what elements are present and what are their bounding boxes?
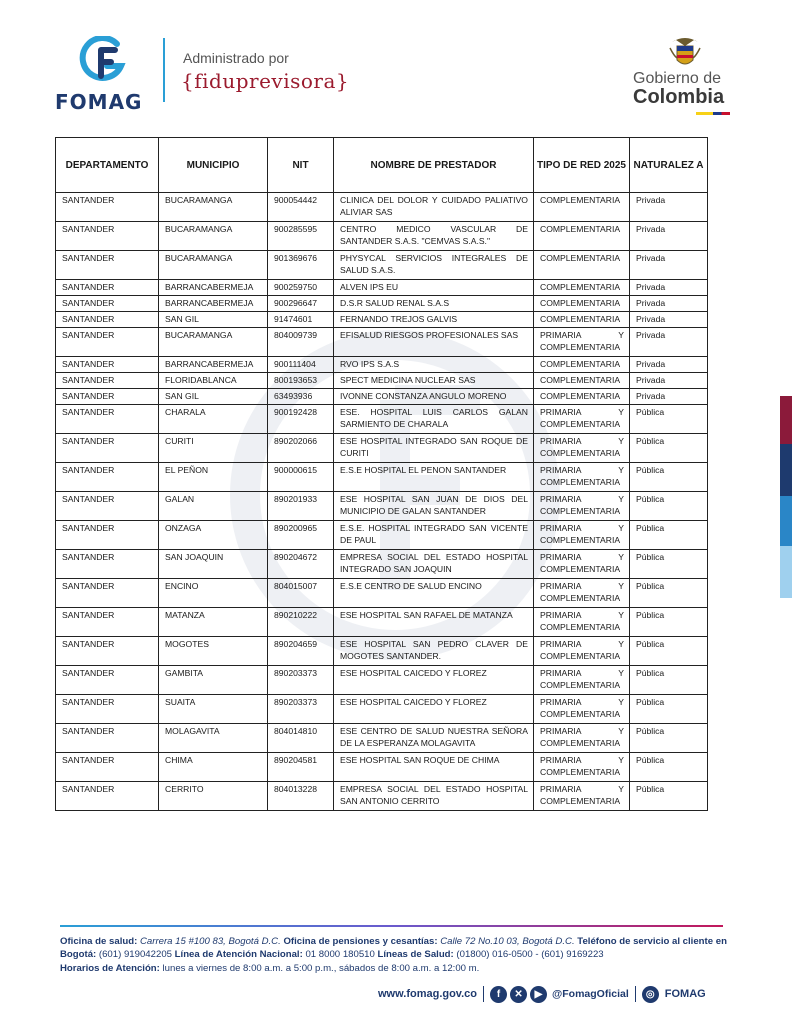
footer-contact-info <box>60 935 730 975</box>
cell-nit: 900285595 <box>268 222 334 251</box>
cell-tipo-red: PRIMARIA Y COMPLEMENTARIA <box>534 434 630 463</box>
table-row <box>56 608 708 637</box>
cell-naturaleza: Privada <box>630 312 708 328</box>
oficina-pensiones-label: Oficina de pensiones y cesantías: <box>283 936 438 947</box>
side-tab-navy <box>780 444 792 496</box>
side-tab-maroon <box>780 396 792 444</box>
table-row <box>56 296 708 312</box>
oficina-salud-label: Oficina de salud: <box>60 936 138 947</box>
fiduprevisora-logo: {fiduprevisora} <box>181 69 350 93</box>
cell-naturaleza: Privada <box>630 251 708 280</box>
cell-nombre: PHYSYCAL SERVICIOS INTEGRALES DE SALUD S.A.S. <box>334 251 534 280</box>
cell-tipo-red: PRIMARIA Y COMPLEMENTARIA <box>534 492 630 521</box>
table-row <box>56 280 708 296</box>
cell-nit: 900054442 <box>268 193 334 222</box>
website-link[interactable]: www.fomag.gov.co <box>378 988 478 1000</box>
table-row <box>56 492 708 521</box>
cell-tipo-red: PRIMARIA Y COMPLEMENTARIA <box>534 782 630 811</box>
cell-naturaleza: Privada <box>630 373 708 389</box>
cell-nit: 890203373 <box>268 695 334 724</box>
colombia-label: Colombia <box>633 86 725 108</box>
cell-municipio: CHIMA <box>159 753 268 782</box>
table-row <box>56 724 708 753</box>
table-row <box>56 782 708 811</box>
cell-departamento: SANTANDER <box>56 579 159 608</box>
header-divider <box>163 38 165 102</box>
cell-tipo-red: PRIMARIA Y COMPLEMENTARIA <box>534 608 630 637</box>
youtube-icon[interactable]: ▶ <box>530 986 547 1003</box>
cell-naturaleza: Pública <box>630 579 708 608</box>
cell-departamento: SANTANDER <box>56 550 159 579</box>
cell-departamento: SANTANDER <box>56 405 159 434</box>
cell-tipo-red: COMPLEMENTARIA <box>534 296 630 312</box>
cell-nombre: E.S.E. HOSPITAL INTEGRADO SAN VICENTE DE PAUL <box>334 521 534 550</box>
cell-municipio: BUCARAMANGA <box>159 251 268 280</box>
gobierno-label: Gobierno de <box>633 70 722 87</box>
cell-nit: 900111404 <box>268 357 334 373</box>
linea-nacional-label: Línea de Atención Nacional: <box>174 949 303 961</box>
cell-nit: 890202066 <box>268 434 334 463</box>
cell-tipo-red: COMPLEMENTARIA <box>534 222 630 251</box>
cell-nit: 890204581 <box>268 753 334 782</box>
cell-nombre: ESE. HOSPITAL LUIS CARLOS GALAN SARMIENTO DE CHARALA <box>334 405 534 434</box>
cell-municipio: BARRANCABERMEJA <box>159 280 268 296</box>
cell-nit: 890210222 <box>268 608 334 637</box>
cell-municipio: CERRITO <box>159 782 268 811</box>
cell-municipio: BUCARAMANGA <box>159 222 268 251</box>
table-row <box>56 373 708 389</box>
coat-of-arms-icon <box>668 34 702 70</box>
cell-departamento: SANTANDER <box>56 753 159 782</box>
cell-departamento: SANTANDER <box>56 695 159 724</box>
header-tipo-red: TIPO DE RED 2025 <box>534 138 630 193</box>
cell-tipo-red: COMPLEMENTARIA <box>534 357 630 373</box>
footer-separator <box>635 986 636 1002</box>
table-body <box>56 193 708 811</box>
cell-nit: 804015007 <box>268 579 334 608</box>
cell-nit: 890203373 <box>268 666 334 695</box>
cell-naturaleza: Pública <box>630 724 708 753</box>
cell-municipio: ENCINO <box>159 579 268 608</box>
cell-nit: 804014810 <box>268 724 334 753</box>
cell-naturaleza: Pública <box>630 434 708 463</box>
cell-departamento: SANTANDER <box>56 389 159 405</box>
cell-naturaleza: Pública <box>630 463 708 492</box>
cell-nombre: E.S.E HOSPITAL EL PENON SANTANDER <box>334 463 534 492</box>
cell-tipo-red: COMPLEMENTARIA <box>534 280 630 296</box>
cell-naturaleza: Pública <box>630 637 708 666</box>
fomag-logo-text: FOMAG <box>55 90 143 114</box>
gobierno-colombia-logo <box>633 34 743 116</box>
cell-municipio: BARRANCABERMEJA <box>159 296 268 312</box>
cell-naturaleza: Privada <box>630 280 708 296</box>
cell-naturaleza: Pública <box>630 782 708 811</box>
cell-naturaleza: Privada <box>630 222 708 251</box>
cell-departamento: SANTANDER <box>56 328 159 357</box>
cell-departamento: SANTANDER <box>56 193 159 222</box>
cell-nit: 890204672 <box>268 550 334 579</box>
linea-nacional-value: 01 8000 180510 <box>305 949 375 961</box>
cell-municipio: CHARALA <box>159 405 268 434</box>
cell-municipio: SAN JOAQUIN <box>159 550 268 579</box>
header-departamento: DEPARTAMENTO <box>56 138 159 193</box>
cell-tipo-red: COMPLEMENTARIA <box>534 389 630 405</box>
cell-municipio: MOGOTES <box>159 637 268 666</box>
cell-nombre: ESE HOSPITAL SAN PEDRO CLAVER DE MOGOTES SANTANDER. <box>334 637 534 666</box>
cell-nit: 804013228 <box>268 782 334 811</box>
cell-tipo-red: COMPLEMENTARIA <box>534 251 630 280</box>
cell-naturaleza: Pública <box>630 521 708 550</box>
cell-nombre: ESE HOSPITAL INTEGRADO SAN ROQUE DE CURITI <box>334 434 534 463</box>
cell-naturaleza: Privada <box>630 328 708 357</box>
fomag-logo <box>55 36 150 116</box>
table-header-row <box>56 138 708 193</box>
cell-municipio: SUAITA <box>159 695 268 724</box>
cell-nit: 901369676 <box>268 251 334 280</box>
cell-nombre: IVONNE CONSTANZA ANGULO MORENO <box>334 389 534 405</box>
cell-nombre: E.S.E CENTRO DE SALUD ENCINO <box>334 579 534 608</box>
cell-departamento: SANTANDER <box>56 280 159 296</box>
cell-departamento: SANTANDER <box>56 251 159 280</box>
cell-nit: 890201933 <box>268 492 334 521</box>
cell-tipo-red: PRIMARIA Y COMPLEMENTARIA <box>534 695 630 724</box>
cell-departamento: SANTANDER <box>56 296 159 312</box>
x-icon[interactable]: ✕ <box>510 986 527 1003</box>
cell-nombre: RVO IPS S.A.S <box>334 357 534 373</box>
cell-naturaleza: Pública <box>630 492 708 521</box>
social-handle[interactable]: @FomagOficial <box>552 988 629 1000</box>
cell-municipio: GAMBITA <box>159 666 268 695</box>
providers-table <box>55 137 708 811</box>
cell-nit: 900000615 <box>268 463 334 492</box>
cell-nombre: ESE HOSPITAL SAN ROQUE DE CHIMA <box>334 753 534 782</box>
cell-municipio: FLORIDABLANCA <box>159 373 268 389</box>
cell-departamento: SANTANDER <box>56 222 159 251</box>
cell-tipo-red: PRIMARIA Y COMPLEMENTARIA <box>534 328 630 357</box>
cell-tipo-red: PRIMARIA Y COMPLEMENTARIA <box>534 666 630 695</box>
cell-departamento: SANTANDER <box>56 782 159 811</box>
table-row <box>56 389 708 405</box>
cell-nombre: FERNANDO TREJOS GALVIS <box>334 312 534 328</box>
cell-nombre: ESE HOSPITAL CAICEDO Y FLOREZ <box>334 666 534 695</box>
cell-departamento: SANTANDER <box>56 357 159 373</box>
cell-tipo-red: PRIMARIA Y COMPLEMENTARIA <box>534 637 630 666</box>
cell-tipo-red: PRIMARIA Y COMPLEMENTARIA <box>534 550 630 579</box>
cell-departamento: SANTANDER <box>56 312 159 328</box>
cell-naturaleza: Pública <box>630 753 708 782</box>
cell-naturaleza: Privada <box>630 193 708 222</box>
cell-municipio: SAN GIL <box>159 312 268 328</box>
cell-nombre: ALVEN IPS EU <box>334 280 534 296</box>
cell-municipio: EL PEÑON <box>159 463 268 492</box>
table-row <box>56 312 708 328</box>
table-row <box>56 357 708 373</box>
table-row <box>56 579 708 608</box>
side-tab-light <box>780 546 792 598</box>
table-row <box>56 521 708 550</box>
telefono-label: Teléfono de servicio al cliente en Bogotá: <box>60 936 727 961</box>
footer-divider <box>60 925 723 927</box>
flag-stripe <box>696 112 730 115</box>
table-row <box>56 405 708 434</box>
cell-nit: 91474601 <box>268 312 334 328</box>
oficina-salud-value: Carrera 15 #100 83, Bogotá D.C. <box>139 936 281 947</box>
cell-naturaleza: Pública <box>630 666 708 695</box>
cell-nombre: SPECT MEDICINA NUCLEAR SAS <box>334 373 534 389</box>
cell-municipio: ONZAGA <box>159 521 268 550</box>
cell-departamento: SANTANDER <box>56 637 159 666</box>
cell-departamento: SANTANDER <box>56 492 159 521</box>
cell-departamento: SANTANDER <box>56 463 159 492</box>
cell-naturaleza: Privada <box>630 296 708 312</box>
cell-municipio: BUCARAMANGA <box>159 328 268 357</box>
header-nombre: NOMBRE DE PRESTADOR <box>334 138 534 193</box>
table-row <box>56 753 708 782</box>
cell-municipio: MATANZA <box>159 608 268 637</box>
administered-by-label: Administrado por <box>183 50 289 66</box>
table-row <box>56 463 708 492</box>
cell-naturaleza: Pública <box>630 405 708 434</box>
cell-nit: 804009739 <box>268 328 334 357</box>
cell-nombre: CENTRO MEDICO VASCULAR DE SANTANDER S.A.S. "CEMVAS S.A.S." <box>334 222 534 251</box>
cell-nit: 63493936 <box>268 389 334 405</box>
page-header <box>0 30 792 120</box>
cell-departamento: SANTANDER <box>56 724 159 753</box>
cell-municipio: BARRANCABERMEJA <box>159 357 268 373</box>
cell-departamento: SANTANDER <box>56 666 159 695</box>
footer-separator <box>483 986 484 1002</box>
cell-nit: 890204659 <box>268 637 334 666</box>
footer-brand: FOMAG <box>664 988 706 1000</box>
table-row <box>56 193 708 222</box>
cell-nit: 900296647 <box>268 296 334 312</box>
cell-municipio: BUCARAMANGA <box>159 193 268 222</box>
cell-naturaleza: Privada <box>630 389 708 405</box>
cell-tipo-red: PRIMARIA Y COMPLEMENTARIA <box>534 753 630 782</box>
fomag-logo-icon <box>77 36 127 84</box>
cell-nit: 900259750 <box>268 280 334 296</box>
cell-tipo-red: PRIMARIA Y COMPLEMENTARIA <box>534 405 630 434</box>
header-municipio: MUNICIPIO <box>159 138 268 193</box>
cell-naturaleza: Pública <box>630 608 708 637</box>
table-row <box>56 637 708 666</box>
cell-nombre: EMPRESA SOCIAL DEL ESTADO HOSPITAL SAN ANTONIO CERRITO <box>334 782 534 811</box>
cell-tipo-red: COMPLEMENTARIA <box>534 193 630 222</box>
table-row <box>56 550 708 579</box>
side-tab-blue <box>780 496 792 546</box>
cell-tipo-red: COMPLEMENTARIA <box>534 373 630 389</box>
cell-municipio: GALAN <box>159 492 268 521</box>
cell-departamento: SANTANDER <box>56 373 159 389</box>
lineas-salud-label: Líneas de Salud: <box>377 949 454 961</box>
telefono-value: (601) 919042205 <box>98 949 172 961</box>
cell-tipo-red: COMPLEMENTARIA <box>534 312 630 328</box>
cell-nombre: EFISALUD RIESGOS PROFESIONALES SAS <box>334 328 534 357</box>
table-row <box>56 328 708 357</box>
cell-departamento: SANTANDER <box>56 608 159 637</box>
cell-nombre: D.S.R SALUD RENAL S.A.S <box>334 296 534 312</box>
cell-nombre: ESE HOSPITAL CAICEDO Y FLOREZ <box>334 695 534 724</box>
header-naturaleza: NATURALEZ A <box>630 138 708 193</box>
table-row <box>56 251 708 280</box>
cell-nombre: EMPRESA SOCIAL DEL ESTADO HOSPITAL INTEGRADO SAN JOAQUIN <box>334 550 534 579</box>
cell-tipo-red: PRIMARIA Y COMPLEMENTARIA <box>534 724 630 753</box>
footer-social-bar <box>378 983 706 1005</box>
cell-nombre: CLINICA DEL DOLOR Y CUIDADO PALIATIVO ALIVIAR SAS <box>334 193 534 222</box>
horarios-value: lunes a viernes de 8:00 a.m. a 5:00 p.m., sábados de 8:00 a.m. a 12:00 m. <box>162 962 480 974</box>
cell-municipio: SAN GIL <box>159 389 268 405</box>
instagram-icon[interactable]: ◎ <box>642 986 659 1003</box>
header-nit: NIT <box>268 138 334 193</box>
cell-naturaleza: Pública <box>630 550 708 579</box>
cell-nit: 800193653 <box>268 373 334 389</box>
cell-nit: 900192428 <box>268 405 334 434</box>
cell-municipio: CURITI <box>159 434 268 463</box>
table-row <box>56 695 708 724</box>
cell-naturaleza: Privada <box>630 357 708 373</box>
cell-municipio: MOLAGAVITA <box>159 724 268 753</box>
cell-tipo-red: PRIMARIA Y COMPLEMENTARIA <box>534 463 630 492</box>
cell-tipo-red: PRIMARIA Y COMPLEMENTARIA <box>534 579 630 608</box>
cell-naturaleza: Pública <box>630 695 708 724</box>
lineas-salud-value: (01800) 016-0500 - (601) 9169223 <box>456 949 604 961</box>
cell-nombre: ESE HOSPITAL SAN JUAN DE DIOS DEL MUNICIPIO DE GALAN SANTANDER <box>334 492 534 521</box>
cell-tipo-red: PRIMARIA Y COMPLEMENTARIA <box>534 521 630 550</box>
horarios-label: Horarios de Atención: <box>60 962 160 974</box>
oficina-pensiones-value: Calle 72 No.10 03, Bogotá D.C. <box>440 936 575 947</box>
cell-departamento: SANTANDER <box>56 521 159 550</box>
table-row <box>56 222 708 251</box>
cell-nombre: ESE HOSPITAL SAN RAFAEL DE MATANZA <box>334 608 534 637</box>
cell-nit: 890200965 <box>268 521 334 550</box>
cell-departamento: SANTANDER <box>56 434 159 463</box>
cell-nombre: ESE CENTRO DE SALUD NUESTRA SEÑORA DE LA ESPERANZA MOLAGAVITA <box>334 724 534 753</box>
table-row <box>56 666 708 695</box>
table-row <box>56 434 708 463</box>
facebook-icon[interactable]: f <box>490 986 507 1003</box>
